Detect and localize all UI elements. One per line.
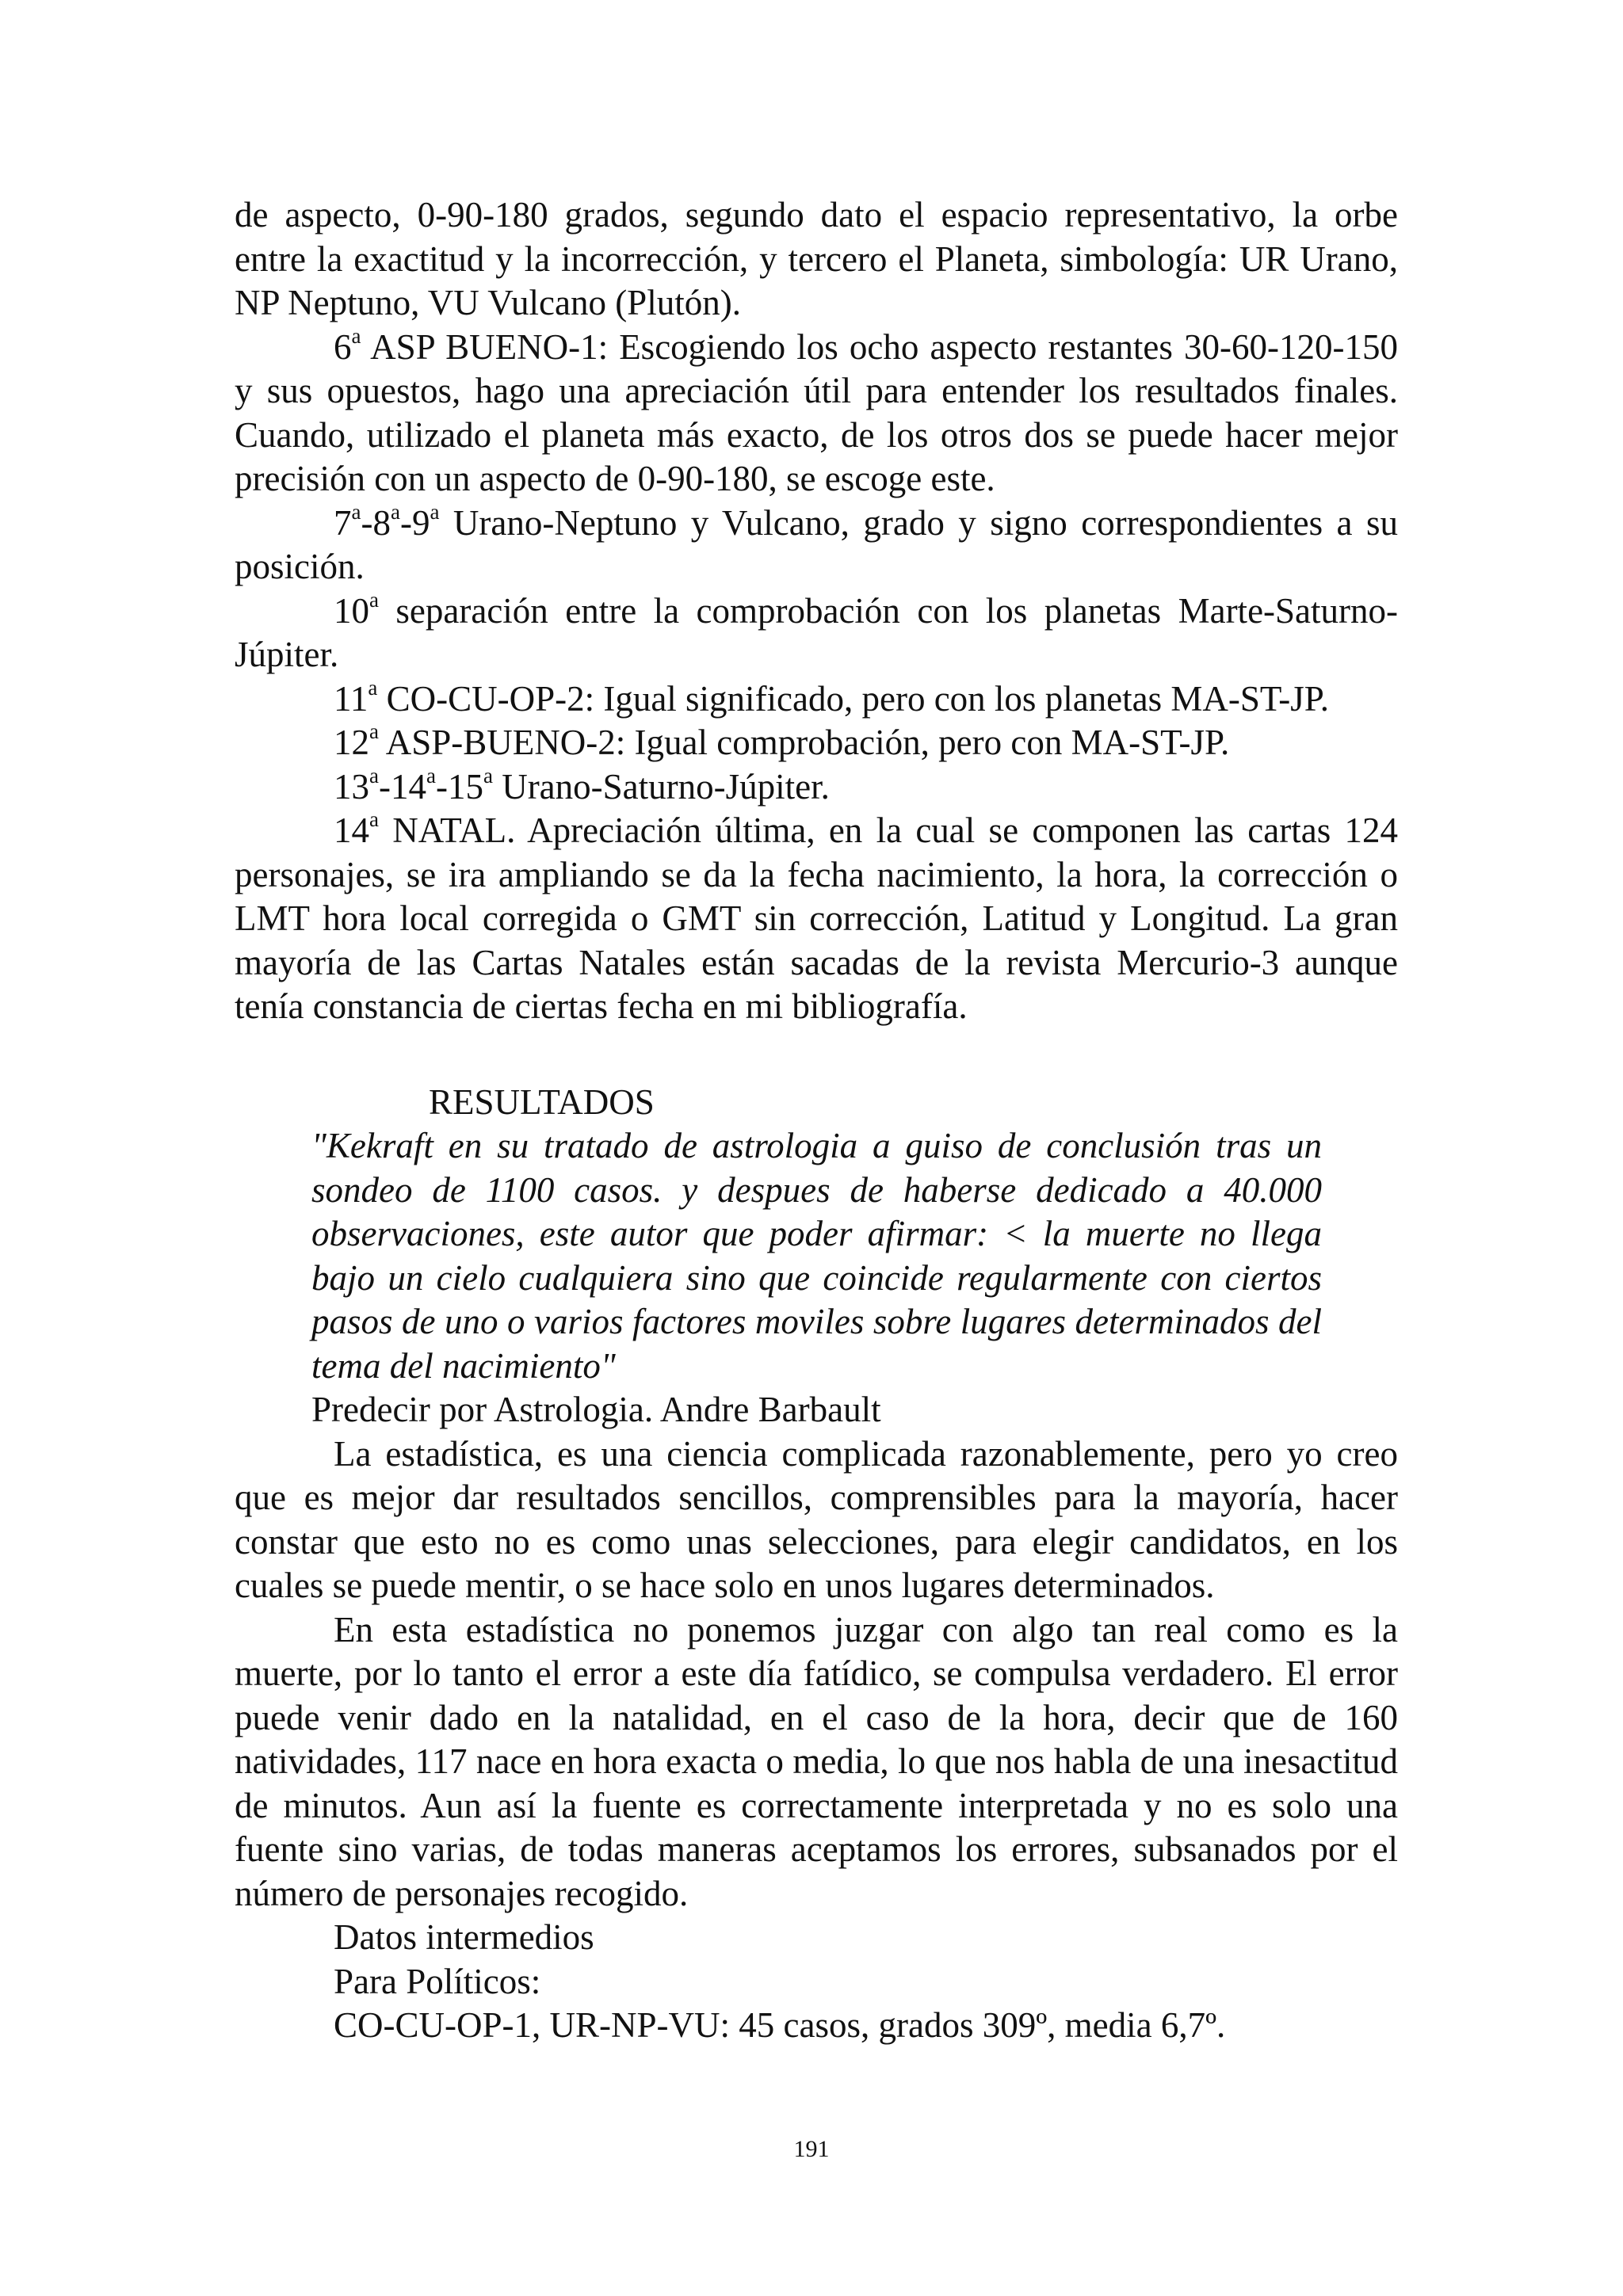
section-heading-resultados: RESULTADOS bbox=[429, 1081, 655, 1122]
paragraph-asp-bueno-1 bbox=[235, 323, 1398, 502]
ordinal-mark: a bbox=[426, 763, 436, 788]
paragraph-separacion bbox=[235, 589, 1398, 677]
item-number: 11 bbox=[334, 678, 369, 719]
ordinal-mark: a bbox=[369, 763, 379, 788]
paragraph-asp-bueno-2 bbox=[235, 721, 1398, 765]
paragraph-text: ASP BUENO-1: Escogiendo los ocho aspecto restantes 30-60-120-150 y sus opuestos, hago una apreciación útil para entender los resultados finales. Cuando, utilizado el planeta más exacto, de los otros dos se puede hacer mejor precisión con un aspecto de 0-90-180, se escoge este. bbox=[235, 326, 1398, 498]
paragraph-urano-neptuno-vulcano bbox=[235, 499, 1398, 589]
ordinal-mark: a bbox=[430, 499, 440, 524]
item-number: 10 bbox=[334, 590, 369, 631]
paragraph-text: Urano-Neptuno y Vulcano, grado y signo correspondientes a su posición. bbox=[235, 502, 1398, 586]
paragraph-aspect-description: de aspecto, 0-90-180 grados, segundo dato el espacio representativo, la orbe entre la exactitud y la incorrección, y tercero el Planeta, simbología: UR Urano, NP Neptuno, VU Vulcano (Plutón). bbox=[235, 195, 1398, 322]
item-number: 14 bbox=[334, 810, 369, 850]
ordinal-mark: a bbox=[351, 499, 361, 524]
data-line: CO-CU-OP-1, UR-NP-VU: 45 casos, grados 309º, media 6,7º. bbox=[334, 2005, 1226, 2045]
ordinal-mark: a bbox=[368, 675, 378, 700]
item-number: 12 bbox=[334, 723, 369, 762]
ordinal-mark: a bbox=[369, 719, 379, 743]
page-number: 191 bbox=[793, 2136, 830, 2162]
item-number: 13 bbox=[334, 766, 369, 807]
paragraph-error: En esta estadística no ponemos juzgar con algo tan real como es la muerte, por lo tanto el error a este día fatídico, se compulsa verdadero. El error puede venir dado en la natalidad, en el caso de la hora, decir que de 160 natividades, 117 nace en hora exacta o media, lo que nos habla de una inesactitud de minutos. Aun así la fuente es correctamente interpretada y no es solo una fuente sino varias, de todas maneras aceptamos los errores, subsanados por el número de personajes recogido. bbox=[235, 1609, 1398, 1913]
subheading-datos-intermedios: Datos intermedios bbox=[334, 1917, 594, 1957]
item-number: -14 bbox=[378, 766, 426, 807]
paragraph-natal bbox=[235, 809, 1398, 1029]
item-number: 6 bbox=[334, 326, 352, 367]
paragraph-estadistica: La estadística, es una ciencia complicada razonablemente, pero yo creo que es mejor dar resultados sencillos, comprensibles para la mayoría, hacer constar que esto no es como unas selecciones, para elegir candidatos, en los cuales se puede mentir, o se hace solo en unos lugares determinados. bbox=[235, 1433, 1398, 1605]
item-number: -8 bbox=[361, 502, 391, 543]
paragraph-urano-saturno-jupiter bbox=[235, 765, 1398, 810]
ordinal-mark: a bbox=[369, 807, 379, 831]
ordinal-mark: a bbox=[390, 499, 400, 524]
paragraph-text: Urano-Saturno-Júpiter. bbox=[492, 766, 830, 807]
item-number: -9 bbox=[399, 502, 430, 543]
ordinal-mark: a bbox=[369, 587, 379, 612]
block-quote: "Kekraft en su tratado de astrologia a guiso de conclusión tras un sondeo de 1100 casos. y despues de haberse dedicado a 40.000 observaciones, este autor que poder afirmar: < la muerte no llega bajo un cielo cualquiera sino que coincide regularmente con ciertos pasos de uno o varios factores moviles sobre lugares determinados del tema del nacimiento" bbox=[311, 1126, 1322, 1386]
item-number: 7 bbox=[334, 502, 352, 543]
paragraph-text: ASP-BUENO-2: Igual comprobación, pero con MA-ST-JP. bbox=[378, 723, 1230, 762]
paragraph-co-cu-op-2 bbox=[235, 677, 1398, 722]
quote-citation: Predecir por Astrologia. Andre Barbault bbox=[311, 1390, 881, 1429]
ordinal-mark: a bbox=[483, 763, 493, 788]
item-number: -15 bbox=[435, 766, 483, 807]
paragraph-text: separación entre la comprobación con los planetas Marte-Saturno-Júpiter. bbox=[235, 590, 1398, 674]
paragraph-text: NATAL. Apreciación última, en la cual se componen las cartas 124 personajes, se ira ampliando se da la fecha nacimiento, la hora, la corrección o LMT hora local corregida o GMT sin corrección, Latitud y Longitud. La gran mayoría de las Cartas Natales están sacadas de la revista Mercurio-3 aunque tenía constancia de ciertas fecha en mi bibliografía. bbox=[235, 810, 1398, 1026]
ordinal-mark: a bbox=[351, 323, 361, 348]
paragraph-text: CO-CU-OP-2: Igual significado, pero con los planetas MA-ST-JP. bbox=[377, 678, 1330, 719]
body-text bbox=[235, 193, 1398, 2048]
subheading-para-politicos: Para Políticos: bbox=[334, 1961, 541, 2001]
